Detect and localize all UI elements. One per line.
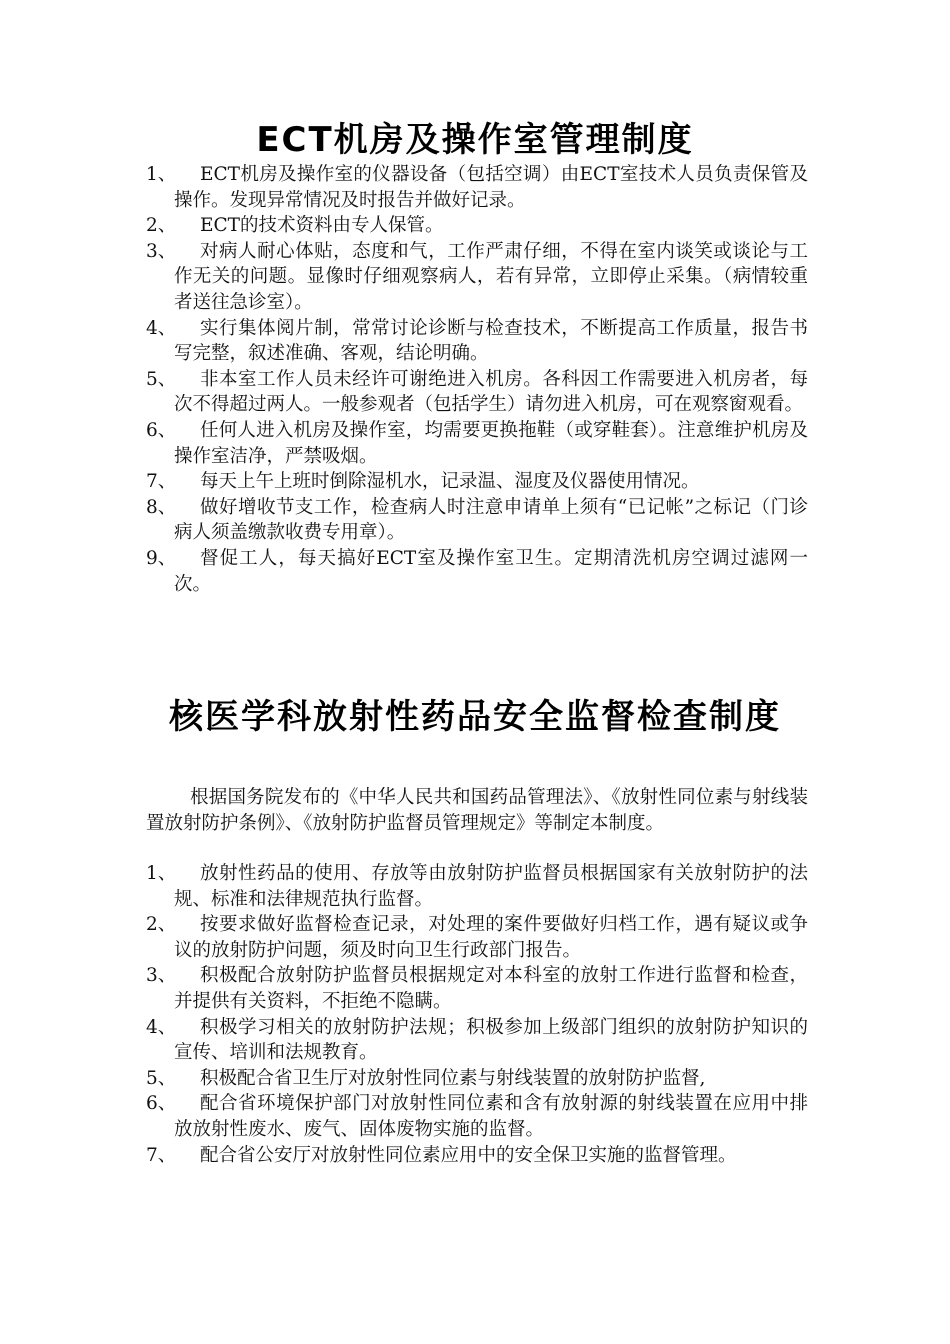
section1-rules-list [146, 162, 808, 597]
item-text: ECT机房及操作室的仪器设备（包括空调）由ECT室技术人员负责保管及操作。发现异常情况及时报告并做好记录。 [174, 164, 808, 211]
list-item [146, 316, 808, 367]
item-text: 非本室工作人员未经许可谢绝进入机房。各科因工作需要进入机房者，每次不得超过两人。一般参观者（包括学生）请勿进入机房，可在观察窗观看。 [174, 368, 808, 416]
item-text: 任何人进入机房及操作室，均需要更换拖鞋（或穿鞋套）。注意维护机房及操作室洁净，严禁吸烟。 [174, 419, 808, 467]
item-number: 3、 [146, 965, 177, 987]
item-number: 9、 [146, 547, 177, 569]
item-text: 对病人耐心体贴，态度和气，工作严肃仔细，不得在室内谈笑或谈论与工作无关的问题。显像时仔细观察病人，若有异常，立即停止采集。（病情较重者送往急诊室）。 [174, 240, 808, 313]
item-text: 督促工人，每天搞好ECT室及操作室卫生。定期清洗机房空调过滤网一次。 [174, 547, 808, 595]
item-text: 做好增收节支工作，检查病人时注意申请单上须有“已记帐”之标记（门诊病人须盖缴款收费专用章）。 [174, 496, 808, 544]
list-item [146, 239, 808, 316]
item-number: 6、 [146, 1093, 177, 1115]
item-number: 5、 [146, 368, 177, 390]
list-item [146, 469, 808, 495]
list-item [146, 418, 808, 469]
list-item [146, 912, 808, 963]
item-text: 积极配合省卫生厅对放射性同位素与射线装置的放射防护监督, [200, 1067, 706, 1089]
item-number: 4、 [146, 1016, 177, 1038]
list-item [146, 1091, 808, 1142]
list-item [146, 861, 808, 912]
item-number: 5、 [146, 1067, 177, 1089]
list-item [146, 162, 808, 213]
list-item [146, 213, 808, 239]
list-item [146, 1015, 808, 1066]
item-number: 7、 [146, 471, 177, 493]
section1-title: ECT机房及操作室管理制度 [256, 120, 694, 160]
list-item [146, 546, 808, 597]
list-item [146, 367, 808, 418]
item-number: 1、 [146, 863, 177, 884]
item-text: 按要求做好监督检查记录，对处理的案件要做好归档工作，遇有疑议或争议的放射防护问题，须及时向卫生行政部门报告。 [174, 914, 808, 961]
item-text: ECT的技术资料由专人保管。 [200, 215, 444, 237]
item-number: 1、 [146, 164, 177, 185]
section2-title: 核医学科放射性药品安全监督检查制度 [169, 697, 781, 737]
item-text: 积极学习相关的放射防护法规；积极参加上级部门组织的放射防护知识的宣传、培训和法规教育。 [174, 1016, 808, 1064]
item-text: 放射性药品的使用、存放等由放射防护监督员根据国家有关放射防护的法规、标准和法律规范执行监督。 [174, 863, 808, 910]
item-number: 2、 [146, 215, 177, 237]
section2-intro-paragraph: 根据国务院发布的《中华人民共和国药品管理法》、《放射性同位素与射线装置放射防护条例》、《放射防护监督员管理规定》等制定本制度。 [146, 787, 808, 834]
item-number: 4、 [146, 317, 177, 339]
item-number: 2、 [146, 914, 177, 936]
item-text: 每天上午上班时倒除湿机水，记录温、湿度及仪器使用情况。 [200, 471, 700, 493]
list-item [146, 495, 808, 546]
list-item [146, 963, 808, 1014]
item-text: 配合省公安厅对放射性同位素应用中的安全保卫实施的监督管理。 [200, 1144, 737, 1166]
section2-rules-list [146, 861, 808, 1168]
item-text: 配合省环境保护部门对放射性同位素和含有放射源的射线装置在应用中排放放射性废水、废气、固体废物实施的监督。 [174, 1093, 808, 1140]
list-item [146, 1066, 808, 1092]
item-text: 实行集体阅片制，常常讨论诊断与检查技术，不断提高工作质量，报告书写完整，叙述准确、客观，结论明确。 [174, 317, 808, 365]
item-number: 3、 [146, 240, 177, 262]
item-text: 积极配合放射防护监督员根据规定对本科室的放射工作进行监督和检查，并提供有关资料，不拒绝不隐瞒。 [174, 965, 808, 1012]
list-item [146, 1143, 808, 1169]
item-number: 7、 [146, 1144, 177, 1166]
item-number: 6、 [146, 419, 177, 441]
item-number: 8、 [146, 496, 177, 518]
